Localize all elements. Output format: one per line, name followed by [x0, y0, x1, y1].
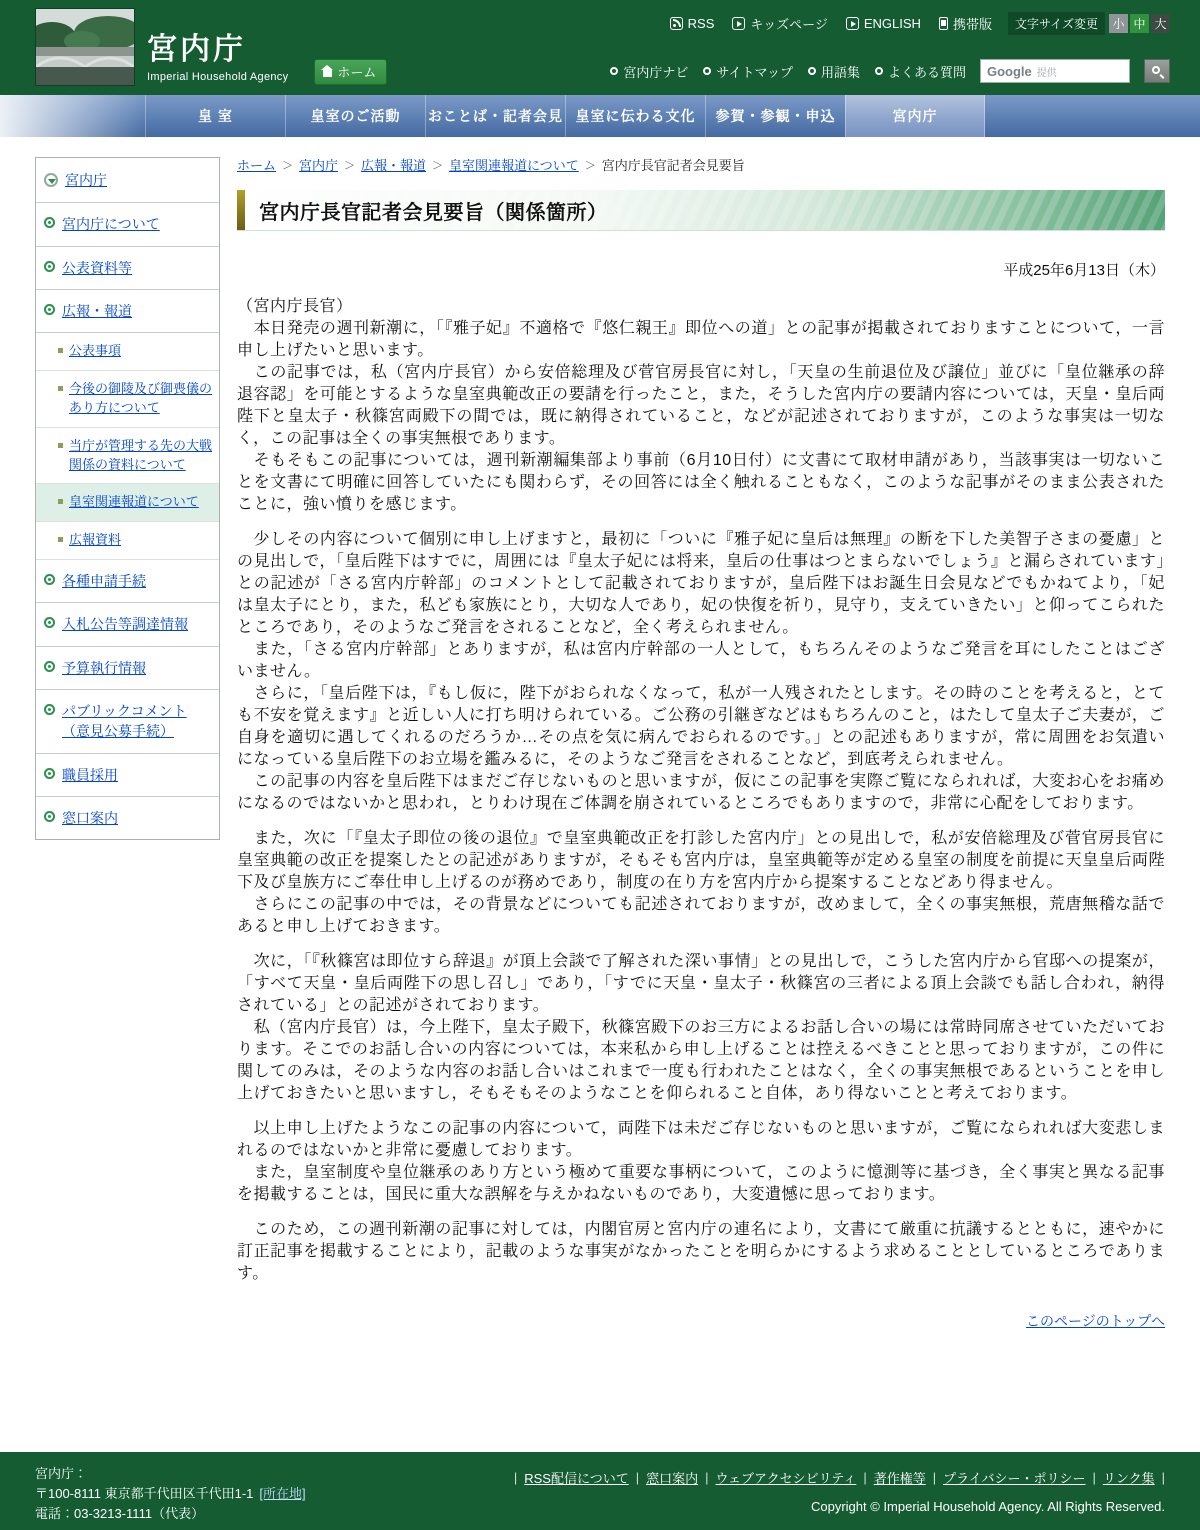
sidebar-item[interactable]	[36, 290, 219, 333]
sidebar-link[interactable]: 公表資料等	[62, 259, 132, 276]
sidebar-link[interactable]: 予算執行情報	[62, 659, 146, 676]
page-top-link[interactable]: このページのトップへ	[1025, 1313, 1165, 1329]
utility-link-label: キッズページ	[750, 17, 828, 32]
footer-links-block	[514, 1464, 1165, 1520]
bullet-tick-icon	[58, 537, 63, 542]
paragraph: このため，この週刊新潮の記事に対しては，内閣官房と宮内庁の連名により，文書にて厳重に抗議するとともに，速やかに訂正記事を掲載することにより，記載のような事実がなかったことを明らかにするよう求めることとしているところであります。	[237, 1221, 1165, 1282]
footer-link[interactable]: ウェブアクセシビリティ	[715, 1471, 857, 1486]
bullet-dot-icon	[44, 261, 55, 272]
bullet-tick-icon	[58, 443, 63, 448]
sidebar-item[interactable]	[36, 203, 219, 246]
sidebar-root-link[interactable]: 宮内庁	[65, 172, 107, 188]
paragraph: そもそもこの記事については，週刊新潮編集部より事前（6月10日付）に文書にて取材申請があり，当該事実は一切ないことを文書にて明確に回答していたにも関わらず，その回答には全く触れることもなく，このような記事がそのまま公表されたことに，強い憤りを感じます。	[237, 452, 1165, 513]
nav-tab[interactable]: 宮内庁	[845, 95, 985, 137]
nav-tab[interactable]: 皇室に伝わる文化	[565, 95, 705, 137]
nav-tab[interactable]: 参賀・参観・申込	[705, 95, 845, 137]
breadcrumb-item: 宮内庁長官記者会見要旨	[601, 158, 745, 173]
paragraph: また，皇室制度や皇位継承のあり方という極めて重要な事柄について，このように憶測等に基づき，全く事実と異なる記事を掲載することは，国民に重大な誤解を与えかねないものであり，大変遺憾に思っております。	[237, 1164, 1165, 1203]
paragraph: 次に，「『秋篠宮は即位すら辞退』が頂上会談で了解された深い事情」との見出しで，こうした宮内庁から官邸への提案が，「すべて天皇・皇后両陛下の思し召し」であり，「すでに天皇・皇太子・秋篠宮の三者による頂上会談でも話し合われ，納得されている」との記述がされております。	[237, 953, 1165, 1014]
footer-links	[514, 1468, 1165, 1487]
utility-link-label: ENGLISH	[863, 16, 921, 31]
footer-separator: |	[1092, 1470, 1096, 1485]
quick-link-label: よくある質問	[887, 64, 966, 80]
sidebar-link[interactable]: 入札公告等調達情報	[62, 616, 188, 633]
breadcrumb-item[interactable]: 宮内庁	[299, 158, 339, 173]
bullet-dot-icon	[44, 661, 55, 672]
breadcrumb-separator: ＞	[282, 159, 294, 172]
sidebar-link[interactable]: 広報・報道	[62, 302, 132, 319]
sidebar-subitem[interactable]	[36, 333, 219, 371]
quick-link-label: サイトマップ	[716, 64, 793, 80]
sidebar-subitem[interactable]	[36, 522, 219, 560]
footer-agency-label: 宮内庁：	[35, 1466, 88, 1481]
footer-address-block	[35, 1464, 306, 1520]
search-icon	[1152, 66, 1160, 74]
utility-link[interactable]	[939, 14, 992, 33]
bullet-dot-icon	[44, 304, 55, 315]
google-logo: Google	[987, 63, 1032, 79]
quick-link[interactable]	[703, 62, 793, 81]
footer-link[interactable]: リンク集	[1102, 1471, 1155, 1486]
content-area	[0, 137, 1200, 1452]
main-column	[237, 137, 1165, 1361]
footer-phone: 電話：03-3213-1111（代表）	[35, 1506, 205, 1522]
quick-link[interactable]	[610, 62, 688, 81]
page-title: 宮内庁長官記者会見要旨（関係箇所）	[259, 201, 608, 224]
rss-icon	[670, 17, 683, 30]
breadcrumb-item[interactable]: ホーム	[237, 158, 277, 173]
main-nav-bar	[0, 95, 1200, 137]
footer-link[interactable]: プライバシー・ポリシー	[943, 1471, 1086, 1486]
sidebar-link[interactable]: 職員採用	[62, 766, 118, 783]
nav-tab[interactable]: 皇 室	[145, 95, 285, 137]
footer-separator: |	[1161, 1470, 1165, 1485]
bullet-ring-icon	[875, 67, 883, 75]
font-size-button[interactable]: 小	[1109, 14, 1128, 33]
utility-link[interactable]	[670, 16, 715, 31]
article-date: 平成25年6月13日（木）	[1003, 262, 1165, 279]
header-utility-area	[610, 0, 1170, 95]
utility-link[interactable]	[732, 14, 827, 33]
utility-link-label: 携帯版	[952, 17, 992, 32]
bullet-dot-icon	[44, 811, 55, 822]
sidebar-sublink[interactable]: 今後の御陵及び御喪儀のあり方について	[69, 381, 213, 415]
quick-links	[610, 62, 966, 81]
sidebar-item[interactable]	[36, 647, 219, 690]
title-accent-bar	[237, 190, 245, 230]
quick-link[interactable]	[808, 62, 860, 81]
nav-tab[interactable]: 皇室のご活動	[285, 95, 425, 137]
page-title-bar	[237, 190, 1165, 231]
sidebar	[35, 157, 220, 840]
bullet-dot-icon	[44, 617, 55, 628]
sidebar-link[interactable]: パブリックコメント（意見公募手続）	[62, 702, 187, 740]
bullet-ring-icon	[703, 67, 711, 75]
paragraph: さらにこの記事の中では，その背景などについても記述されておりますが，改めまして，全くの事実無根，荒唐無稽な話であると申し上げておきます。	[237, 896, 1165, 935]
play-icon	[846, 17, 859, 30]
footer-link[interactable]: RSS配信について	[524, 1471, 629, 1486]
sidebar-item[interactable]	[36, 690, 219, 754]
sidebar-sublink[interactable]: 広報資料	[69, 532, 122, 548]
utility-link[interactable]	[846, 16, 921, 31]
play-icon	[732, 17, 745, 30]
sidebar-subitem[interactable]	[36, 484, 219, 522]
sidebar-item[interactable]	[36, 247, 219, 290]
footer-location-link[interactable]: [所在地]	[259, 1486, 306, 1502]
sidebar-link[interactable]: 各種申請手続	[62, 573, 146, 590]
bullet-ring-icon	[610, 67, 618, 75]
paragraph: 本日発売の週刊新潮に，「『雅子妃』不適格で『悠仁親王』即位への道」との記事が掲載されておりますことについて，一言申し上げたいと思います。	[237, 320, 1165, 359]
quick-link-label: 宮内庁ナビ	[623, 64, 689, 80]
sidebar-sublink[interactable]: 皇室関連報道について	[69, 494, 199, 510]
search-provided-label: 提供	[1036, 67, 1057, 79]
footer-separator: |	[705, 1470, 709, 1485]
bridge-photo	[36, 9, 134, 85]
breadcrumb-separator: ＞	[432, 159, 444, 172]
sidebar-link[interactable]: 窓口案内	[62, 809, 118, 826]
quick-link-label: 用語集	[820, 64, 860, 80]
breadcrumb-item[interactable]: 皇室関連報道について	[449, 158, 579, 173]
circle-arrow-icon	[44, 173, 58, 187]
footer-link[interactable]: 著作権等	[873, 1471, 926, 1486]
footer-link[interactable]: 窓口案内	[646, 1471, 699, 1486]
paragraph: （宮内庁長官）	[237, 298, 353, 315]
search-button[interactable]	[1144, 59, 1170, 83]
article-body	[237, 296, 1165, 1285]
main-nav	[145, 95, 985, 137]
paragraph: また，次に「『皇太子即位の後の退位』で皇室典範改正を打診した宮内庁」との見出しで，私が安倍総理及び菅官房長官に皇室典範の改正を提案したとの記述がありますが，そもそも宮内庁は，皇室典範等が定める皇室の制度を前提に天皇皇后両陛下及び皇族方にご奉仕申し上げるのが務めであり，制度の在り方を宮内庁から提案することなどあり得ません。	[237, 830, 1165, 891]
nav-tab[interactable]: おことば・記者会見	[425, 95, 565, 137]
sidebar-item[interactable]	[36, 603, 219, 646]
bullet-tick-icon	[58, 386, 63, 391]
agency-logo	[35, 8, 135, 86]
home-button[interactable]	[314, 59, 387, 85]
paragraph: さらに，「皇后陛下は，『もし仮に，陛下がおられなくなって，私が一人残されたとします。その時のことを考えると，とても不安を覚えます』と近しい人に打ち明けられている。ご公務の引継ぎなどはもちろんのこと，はたして皇太子ご夫妻が，ご自身を適切に遇してくれるのだろうか…その点を気に病んでおられるのです。」との記述もありますが，常に周囲をお気遣いになっている皇后陛下のお立場を鑑みるに，そのようなご発言をされることなど，到底考えられません。	[237, 685, 1165, 768]
breadcrumb-separator: ＞	[344, 159, 356, 172]
sidebar-sublink[interactable]: 公表事項	[69, 343, 122, 359]
font-size-button[interactable]: 中	[1130, 14, 1149, 33]
bullet-tick-icon	[58, 348, 63, 353]
sidebar-sublink[interactable]: 当庁が管理する先の大戦関係の資料について	[69, 437, 213, 472]
font-size-label: 文字サイズ変更	[1008, 12, 1105, 35]
utility-links	[670, 14, 992, 33]
nav-left-fade	[0, 95, 145, 137]
sidebar-subitem[interactable]	[36, 428, 219, 485]
sidebar-root-item[interactable]	[36, 158, 219, 203]
sidebar-item[interactable]	[36, 797, 219, 839]
breadcrumb-separator: ＞	[584, 159, 596, 172]
footer-separator: |	[513, 1470, 518, 1485]
bullet-dot-icon	[44, 704, 55, 715]
top-link-line	[237, 1311, 1165, 1361]
footer-address: 〒100-8111 東京都千代田区千代田1-1	[35, 1486, 254, 1502]
breadcrumb-item[interactable]: 広報・報道	[361, 158, 427, 173]
site-header	[0, 0, 1200, 95]
phone-icon	[939, 17, 948, 30]
breadcrumb	[237, 155, 1165, 174]
paragraph: 以上申し上げたようなこの記事の内容について，両陛下は未だご存じないものと思いますが，ご覧になられれば大変悲しまれるのではないかと非常に憂慮しております。	[237, 1120, 1165, 1159]
site-footer	[0, 1452, 1200, 1530]
home-button-label: ホーム	[337, 65, 377, 80]
agency-name-en: Imperial Household Agency	[147, 71, 289, 83]
font-size-button[interactable]: 大	[1151, 14, 1170, 33]
sidebar-link[interactable]: 宮内庁について	[62, 216, 160, 233]
sidebar-list	[36, 203, 219, 839]
search-input[interactable]	[980, 59, 1130, 83]
sidebar-item[interactable]	[36, 754, 219, 797]
copyright: Copyright © Imperial Household Agency. All Rights Reserved.	[810, 1499, 1165, 1514]
footer-separator: |	[932, 1470, 937, 1485]
paragraph: また，「さる宮内庁幹部」とありますが，私は宮内庁幹部の一人として，もちろんそのようなご発言を耳にしたことはございません。	[237, 641, 1165, 680]
font-size-options	[1109, 14, 1170, 33]
header-brand-area	[35, 0, 387, 95]
home-icon	[323, 70, 332, 77]
paragraph: 少しその内容について個別に申し上げますと，最初に「ついに『雅子妃に皇后は無理』の断を下した美智子さまの憂慮」との見出しで，「皇后陛下はすでに，周囲には『皇太子妃には将来，皇后の仕事はつとまらないでしょう』と漏らされています」との記述が「さる宮内庁幹部」のコメントとして記載されておりますが，皇后陛下はお誕生日会見などでもかねてより，「妃は皇太子にとり，また，私ども家族にとり，大切な人であり，妃の快復を祈り，見守り，支えていきたい」と仰ってこられたところであり，そのようなご発言をされることなど，全く考えられません。	[237, 531, 1165, 636]
bullet-ring-icon	[808, 67, 816, 75]
utility-link-label: RSS	[687, 16, 715, 31]
bullet-dot-icon	[44, 768, 55, 779]
brand-text	[147, 24, 288, 83]
sidebar-item[interactable]	[36, 560, 219, 603]
agency-name: 宮内庁	[147, 33, 246, 66]
bullet-tick-icon	[58, 499, 63, 504]
quick-link[interactable]	[875, 62, 966, 81]
font-size-changer	[1008, 12, 1170, 35]
footer-separator: |	[863, 1470, 867, 1485]
bullet-dot-icon	[44, 217, 55, 228]
paragraph: 私（宮内庁長官）は，今上陛下，皇太子殿下，秋篠宮殿下のお三方によるお話し合いの場には常時同席させていただいております。そこでのお話し合いの内容については，本来私から申し上げることは控えるべきことと思っておりますが，この件に関してのみは，そのような内容のお話し合いはこれまで一度も行われたことはなく，全くの事実無根であるということを申し上げておきたいと思いますし，そもそもそのようなことを仰られること自体，あり得ないことと考えております。	[237, 1019, 1165, 1102]
bullet-dot-icon	[44, 574, 55, 585]
paragraph: この記事では，私（宮内庁長官）から安倍総理及び菅官房長官に対し，「天皇の生前退位及び譲位」並びに「皇位継承の辞退容認」を可能とするような皇室典範改正の要請を行ったこと，また，そうした宮内庁の要請内容については，天皇・皇后両陛下と皇太子・秋篠宮両殿下の間では，既に納得されていること，などが記述されておりますが，このような事実は一切なく，この記事は全くの事実無根であります。	[237, 364, 1165, 447]
paragraph: この記事の内容を皇后陛下はまだご存じないものと思いますが，仮にこの記事を実際ご覧になられれば，大変お心をお痛めになるのではないかと思われ，とりわけ現在ご体調を崩されているところでもありますので，非常に心配をしております。	[237, 773, 1165, 812]
footer-separator: |	[635, 1470, 640, 1485]
sidebar-subitem[interactable]	[36, 371, 219, 428]
